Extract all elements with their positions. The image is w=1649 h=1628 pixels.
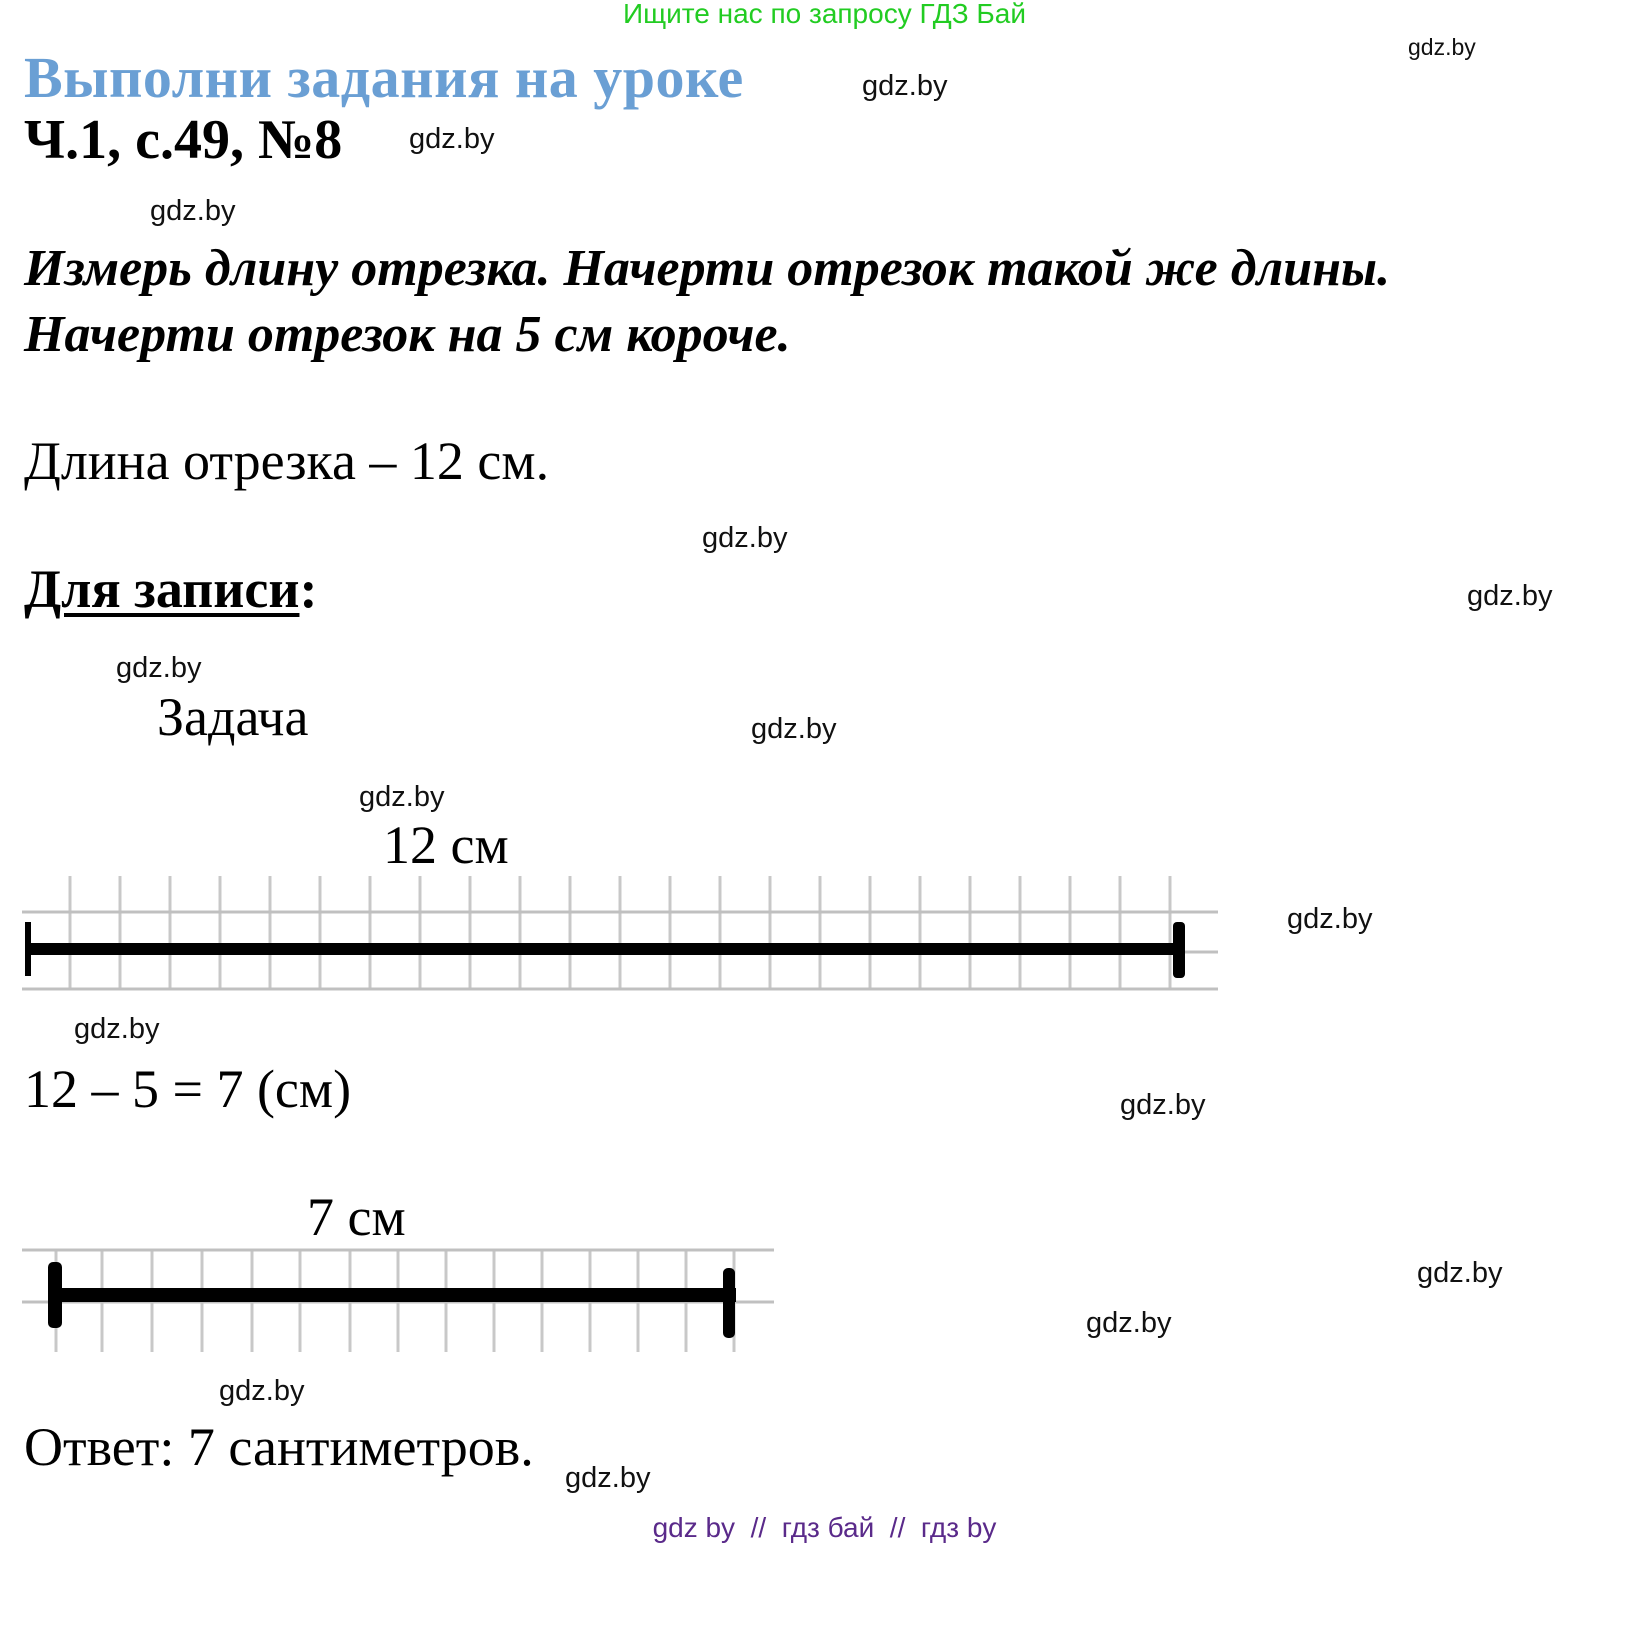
watermark: gdz.by — [1467, 580, 1553, 612]
section-title: Выполни задания на уроке — [24, 45, 744, 110]
segment-7cm-label: 7 см — [307, 1187, 406, 1247]
segment-12cm-drawing — [22, 872, 1218, 994]
problem-label: Задача — [157, 687, 309, 747]
watermark: gdz.by — [116, 652, 202, 684]
watermark: gdz.by — [862, 70, 948, 102]
watermark: gdz.by — [565, 1462, 651, 1494]
grid-segment-12cm — [22, 872, 1218, 994]
footer-links[interactable]: gdz by // гдз бай // гдз by — [652, 1512, 997, 1543]
watermark: gdz.by — [1417, 1257, 1503, 1289]
record-colon: : — [299, 559, 318, 619]
watermark: gdz.by — [219, 1375, 305, 1407]
segment-12cm-label: 12 см — [383, 815, 509, 875]
watermark: gdz.by — [409, 123, 495, 155]
task-instruction-line-1: Измерь длину отрезка. Начерти отрезок такой же длины. — [24, 240, 1391, 297]
record-heading — [24, 558, 317, 620]
task-instruction-line-2: Начерти отрезок на 5 см короче. — [24, 306, 791, 363]
watermark: gdz.by — [751, 713, 837, 745]
grid-segment-7cm — [22, 1246, 774, 1354]
final-answer: Ответ: 7 сантиметров. — [24, 1417, 534, 1477]
watermark: gdz.by — [1120, 1089, 1206, 1121]
segment-7cm-drawing — [22, 1246, 774, 1354]
watermark: gdz.by — [359, 781, 445, 813]
watermark: gdz.by — [702, 522, 788, 554]
search-banner: Ищите нас по запросу ГДЗ Бай — [622, 0, 1027, 29]
watermark: gdz.by — [1287, 903, 1373, 935]
watermark: gdz.by — [1086, 1307, 1172, 1339]
watermark: gdz.by — [150, 195, 236, 227]
watermark: gdz.by — [74, 1013, 160, 1045]
record-label: Для записи — [24, 559, 300, 619]
watermark: gdz.by — [1408, 34, 1476, 60]
measurement-text: Длина отрезка – 12 см. — [24, 431, 550, 491]
equation: 12 – 5 = 7 (см) — [24, 1059, 352, 1119]
task-reference: Ч.1, с.49, №8 — [24, 109, 343, 171]
